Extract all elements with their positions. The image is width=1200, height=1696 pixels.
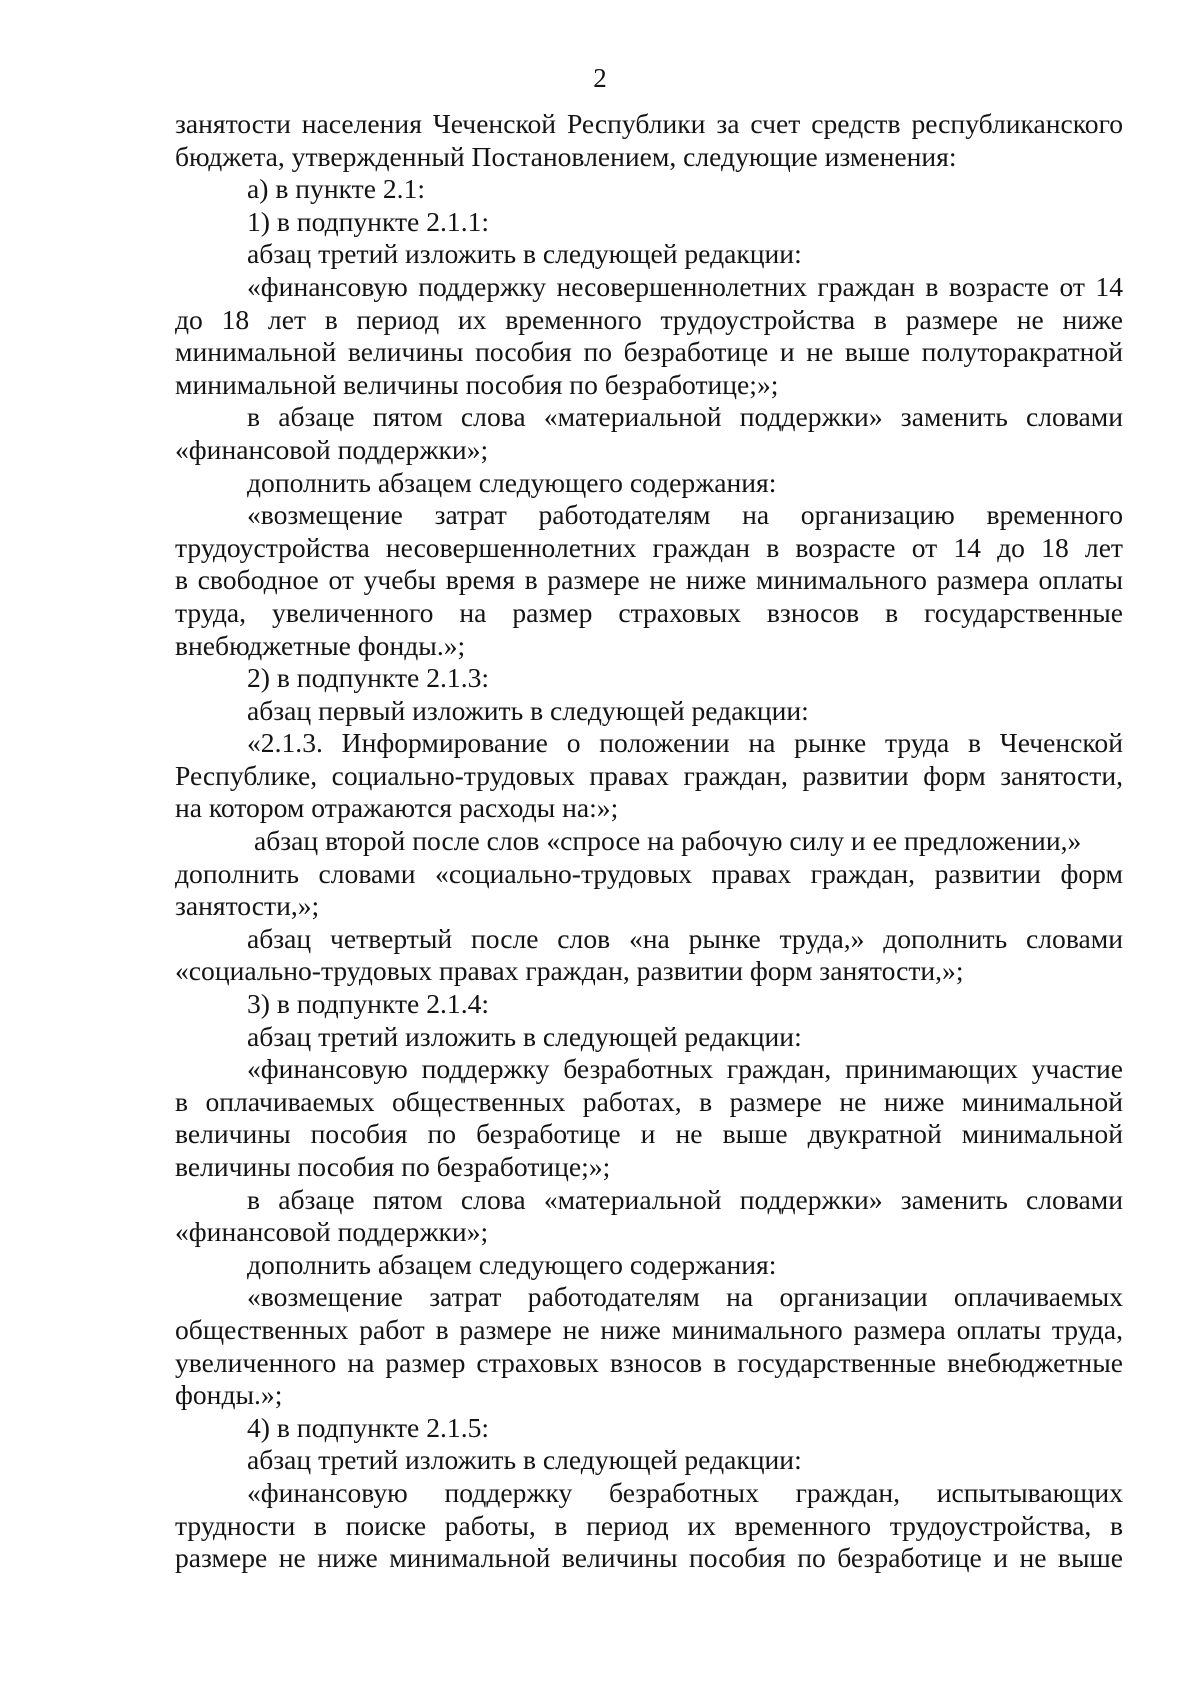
text-line: величины пособия по безработице и не выше двукратной минимальной — [175, 1118, 1123, 1150]
text-line: абзац третий изложить в следующей редакции: — [247, 238, 802, 270]
text-line: «финансовой поддержки»; — [175, 1216, 489, 1248]
text-line: «возмещение затрат работодателям на организации оплачиваемых — [247, 1281, 1123, 1313]
text-line: до 18 лет в период их временного трудоустройства в размере не ниже — [175, 303, 1123, 335]
text-line: размере не ниже минимальной величины пособия по безработице и не выше — [175, 1542, 1123, 1574]
text-line: дополнить абзацем следующего содержания: — [247, 1248, 777, 1280]
text-line: 4) в подпункте 2.1.5: — [247, 1411, 490, 1443]
text-line: «финансовую поддержку несовершеннолетних граждан в возрасте от 14 — [247, 270, 1123, 302]
text-line: величины пособия по безработице;»; — [175, 1151, 611, 1182]
text-line: трудоустройства несовершеннолетних граждан в возрасте от 14 до 18 лет — [175, 531, 1123, 563]
text-line: 2) в подпункте 2.1.3: — [247, 662, 490, 694]
text-line: трудности в поиске работы, в период их временного трудоустройства, в — [175, 1509, 1123, 1541]
text-line: минимальной величины пособия по безработице и не выше полуторакратной — [175, 336, 1123, 368]
text-line: «финансовую поддержку безработных граждан, принимающих участие — [247, 1053, 1123, 1085]
text-line: «социально-трудовых правах граждан, развитии форм занятости,»; — [175, 955, 964, 987]
text-line: в абзаце пятом слова «материальной поддержки» заменить словами — [247, 401, 1123, 433]
text-line: «2.1.3. Информирование о положении на рынке труда в Чеченской — [247, 727, 1123, 759]
text-line: минимальной величины пособия по безработице;»; — [175, 368, 779, 400]
text-line: занятости,»; — [175, 890, 320, 922]
text-line: абзац третий изложить в следующей редакции: — [247, 1444, 802, 1476]
text-line: «финансовую поддержку безработных граждан, испытывающих — [247, 1476, 1123, 1508]
text-line: «финансовой поддержки»; — [175, 433, 489, 465]
text-line: бюджета, утвержденный Постановлением, следующие изменения: — [175, 140, 957, 172]
page-number: 2 — [593, 63, 607, 93]
text-line: абзац третий изложить в следующей редакции: — [247, 1020, 802, 1052]
text-line: дополнить словами «социально-трудовых правах граждан, развитии форм — [175, 857, 1123, 889]
text-line: 1) в подпункте 2.1.1: — [247, 205, 490, 237]
text-line: на котором отражаются расходы на:»; — [175, 792, 619, 824]
text-line: общественных работ в размере не ниже минимального размера оплаты труда, — [175, 1313, 1123, 1345]
text-line: фонды.»; — [175, 1379, 283, 1411]
text-line: Республике, социально-трудовых правах граждан, развитии форм занятости, — [175, 759, 1123, 791]
text-line: 3) в подпункте 2.1.4: — [247, 988, 490, 1020]
text-line: в свободное от учебы время в размере не ниже минимального размера оплаты — [175, 564, 1123, 596]
text-line: внебюджетные фонды.»; — [175, 629, 466, 661]
text-line: абзац первый изложить в следующей редакции: — [247, 694, 809, 726]
text-line: в абзаце пятом слова «материальной поддержки» заменить словами — [247, 1183, 1123, 1215]
text-line: труда, увеличенного на размер страховых взносов в государственные — [175, 596, 1123, 628]
text-line: в оплачиваемых общественных работах, в размере не ниже минимальной — [175, 1085, 1123, 1117]
text-line: «возмещение затрат работодателям на организацию временного — [247, 499, 1123, 531]
text-line: абзац четвертый после слов «на рынке труда,» дополнить словами — [247, 922, 1123, 954]
text-line: занятости населения Чеченской Республики за счет средств республиканского — [175, 108, 1123, 139]
text-line: увеличенного на размер страховых взносов в государственные внебюджетные — [175, 1346, 1123, 1378]
text-line: дополнить абзацем следующего содержания: — [247, 466, 777, 498]
document-body — [175, 108, 1123, 1575]
text-line: а) в пункте 2.1: — [247, 173, 425, 205]
text-line: абзац второй после слов «спросе на рабочую силу и ее предложении,» — [254, 825, 1082, 857]
